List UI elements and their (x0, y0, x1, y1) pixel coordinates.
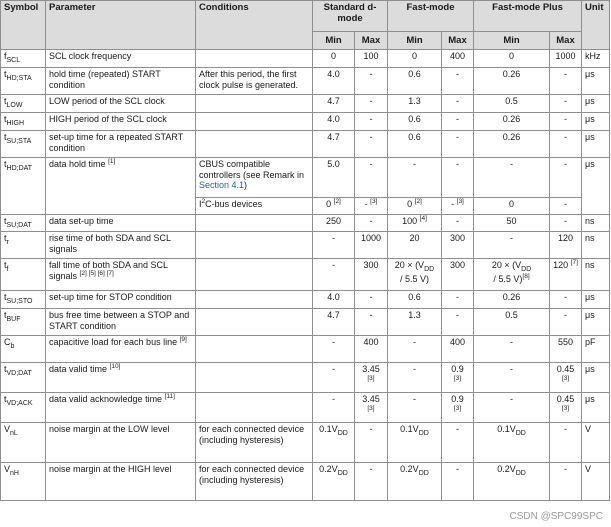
footnote-ref: [10] (109, 363, 121, 371)
parameter-cell: data set-up time (46, 215, 196, 232)
value-cell: - (550, 113, 582, 131)
value-cell: 0 (388, 50, 442, 68)
header-min: Min (474, 32, 550, 50)
symbol-cell: $t_r$ (1, 232, 46, 259)
header-fast-mode-plus: Fast-mode Plus (474, 1, 582, 32)
value-cell: - (442, 113, 474, 131)
symbol-cell: $t_{HD;STA}$ (1, 68, 46, 95)
conditions-cell (196, 215, 313, 232)
table-row (1, 50, 610, 68)
table-row (1, 95, 610, 113)
table-row (1, 158, 610, 198)
conditions-cell: for each connected device (including hysteresis) (196, 423, 313, 463)
symbol-cell: $t_{LOW}$ (1, 95, 46, 113)
value-cell: - (474, 158, 550, 198)
value-cell: - (313, 232, 355, 259)
symbol-cell: $V_{nL}$ (1, 423, 46, 463)
symbol-cell: $t_{VD;DAT}$ (1, 363, 46, 393)
value-cell: 4.7 (313, 131, 355, 158)
value-cell: - (550, 309, 582, 336)
value-cell: - (388, 393, 442, 423)
header-unit: Unit (582, 1, 610, 50)
value-cell: - (474, 232, 550, 259)
value-cell: 0 [2] (388, 198, 442, 215)
table-row (1, 309, 610, 336)
value-cell: - (442, 423, 474, 463)
unit-cell: pF (582, 336, 610, 363)
table-body (1, 50, 610, 501)
value-cell: 0.6 (388, 68, 442, 95)
symbol-cell: $C_b$ (1, 336, 46, 363)
value-cell: 3.45 [3] (355, 363, 388, 393)
value-cell: - (355, 68, 388, 95)
value-cell: - (474, 336, 550, 363)
value-cell: $20 \times (V_{DD}$ / 5.5 V)[8] (474, 259, 550, 291)
conditions-cell (196, 393, 313, 423)
value-cell: - (388, 158, 442, 198)
unit-cell: μs (582, 158, 610, 215)
value-cell: - (313, 336, 355, 363)
value-cell: 550 (550, 336, 582, 363)
value-cell: $0.1V_{DD}$ (474, 423, 550, 463)
value-cell: - (355, 423, 388, 463)
value-cell: 0.5 (474, 309, 550, 336)
value-cell: 300 (442, 232, 474, 259)
parameter-cell: data valid time [10] (46, 363, 196, 393)
header-max: Max (550, 32, 582, 50)
value-cell: - (442, 309, 474, 336)
table-row (1, 423, 610, 463)
header-symbol: Symbol (1, 1, 46, 50)
value-cell: $0.1V_{DD}$ (313, 423, 355, 463)
value-cell: - (550, 95, 582, 113)
value-cell: 0 (474, 198, 550, 215)
value-cell: - (355, 131, 388, 158)
value-cell: - (355, 95, 388, 113)
conditions-cell (196, 131, 313, 158)
value-cell: - (550, 291, 582, 309)
value-cell: - [3] (442, 198, 474, 215)
value-cell: - (313, 363, 355, 393)
conditions-cell: CBUS compatible controllers (see Remark in Section 4.1) (196, 158, 313, 198)
value-cell: 1.3 (388, 309, 442, 336)
parameter-cell: HIGH period of the SCL clock (46, 113, 196, 131)
conditions-cell (196, 232, 313, 259)
symbol-cell: $f_{SCL}$ (1, 50, 46, 68)
value-cell: 400 (355, 336, 388, 363)
unit-cell: V (582, 423, 610, 463)
value-cell: - (355, 291, 388, 309)
symbol-cell: $t_{SU;STA}$ (1, 131, 46, 158)
value-cell: 0.26 (474, 113, 550, 131)
footnote-ref: [9] (179, 336, 187, 344)
unit-cell: μs (582, 68, 610, 95)
unit-cell: μs (582, 131, 610, 158)
footnote-ref: [1] (108, 158, 116, 165)
value-cell: $0.2V_{DD}$ (388, 463, 442, 501)
value-cell: - (442, 95, 474, 113)
value-cell: - (550, 68, 582, 95)
value-cell: 1000 (355, 232, 388, 259)
value-cell: - (442, 215, 474, 232)
value-cell: - (355, 215, 388, 232)
value-cell: - (550, 158, 582, 198)
value-cell: - (355, 158, 388, 198)
value-cell: 0.5 (474, 95, 550, 113)
symbol-cell: $t_{HIGH}$ (1, 113, 46, 131)
unit-cell: μs (582, 363, 610, 393)
value-cell: 300 (355, 259, 388, 291)
conditions-cell (196, 113, 313, 131)
table-row (1, 232, 610, 259)
value-cell: $20 \times (V_{DD}$ / 5.5 V) (388, 259, 442, 291)
header-parameter: Parameter (46, 1, 196, 50)
value-cell: 0.45 [3] (550, 393, 582, 423)
table-row (1, 215, 610, 232)
unit-cell: μs (582, 393, 610, 423)
value-cell: - (550, 423, 582, 463)
value-cell: 4.7 (313, 309, 355, 336)
parameter-cell: LOW period of the SCL clock (46, 95, 196, 113)
value-cell: 250 (313, 215, 355, 232)
value-cell: 120 [7] (550, 259, 582, 291)
table-row (1, 259, 610, 291)
table-row (1, 131, 610, 158)
value-cell: - (550, 463, 582, 501)
value-cell: - (442, 68, 474, 95)
unit-cell: μs (582, 113, 610, 131)
value-cell: - (442, 131, 474, 158)
value-cell: - (313, 259, 355, 291)
footnote-ref: [2] [5] [6] [7] (79, 269, 114, 277)
value-cell: 0.9 [3] (442, 363, 474, 393)
conditions-cell: After this period, the first clock pulse is generated. (196, 68, 313, 95)
symbol-cell: $t_f$ (1, 259, 46, 291)
parameter-cell: hold time (repeated) START condition (46, 68, 196, 95)
value-cell: 0 [2] (313, 198, 355, 215)
value-cell: 0.6 (388, 131, 442, 158)
value-cell: - (355, 309, 388, 336)
conditions-cell (196, 50, 313, 68)
conditions-cell: for each connected device (including hysteresis) (196, 463, 313, 501)
conditions-cell (196, 363, 313, 393)
value-cell: - (550, 215, 582, 232)
value-cell: 0.6 (388, 291, 442, 309)
header-min: Min (313, 32, 355, 50)
parameter-cell: noise margin at the HIGH level (46, 463, 196, 501)
parameter-cell: fall time of both SDA and SCL signals [2] [5] [6] [7] (46, 259, 196, 291)
value-cell: - [3] (355, 198, 388, 215)
conditions-cell (196, 95, 313, 113)
table-header (1, 1, 610, 50)
value-cell: - (442, 463, 474, 501)
header-fast-mode: Fast-mode (388, 1, 474, 32)
value-cell: - (388, 336, 442, 363)
value-cell: 0 (474, 50, 550, 68)
value-cell: - (550, 198, 582, 215)
conditions-cell (196, 336, 313, 363)
value-cell: - (474, 363, 550, 393)
symbol-cell: $t_{VD;ACK}$ (1, 393, 46, 423)
value-cell: 4.7 (313, 95, 355, 113)
parameter-cell: data hold time [1] (46, 158, 196, 215)
value-cell: - (355, 463, 388, 501)
symbol-cell: $V_{nH}$ (1, 463, 46, 501)
header-max: Max (442, 32, 474, 50)
header-standard-mode: Standard d-mode (313, 1, 388, 32)
footnote-ref: [11] (164, 393, 175, 401)
parameter-cell: rise time of both SDA and SCL signals (46, 232, 196, 259)
value-cell: 120 (550, 232, 582, 259)
value-cell: 100 [4] (388, 215, 442, 232)
value-cell: 20 (388, 232, 442, 259)
value-cell: 4.0 (313, 68, 355, 95)
value-cell: - (442, 158, 474, 198)
value-cell: 50 (474, 215, 550, 232)
value-cell: - (355, 113, 388, 131)
parameter-cell: bus free time between a STOP and START condition (46, 309, 196, 336)
header-max: Max (355, 32, 388, 50)
value-cell: - (388, 363, 442, 393)
unit-cell: μs (582, 309, 610, 336)
symbol-cell: $t_{HD;DAT}$ (1, 158, 46, 215)
value-cell: 3.45 [3] (355, 393, 388, 423)
header-min: Min (388, 32, 442, 50)
value-cell: 5.0 (313, 158, 355, 198)
value-cell: $0.2V_{DD}$ (313, 463, 355, 501)
value-cell: 4.0 (313, 113, 355, 131)
table-row (1, 463, 610, 501)
section-link[interactable]: Section 4.1 (199, 180, 245, 191)
value-cell: $0.2V_{DD}$ (474, 463, 550, 501)
unit-cell: kHz (582, 50, 610, 68)
conditions-cell: I$^2$C-bus devices (196, 198, 313, 215)
conditions-cell (196, 259, 313, 291)
unit-cell: ns (582, 215, 610, 232)
table-row (1, 113, 610, 131)
table-row (1, 393, 610, 423)
symbol-cell: $t_{BUF}$ (1, 309, 46, 336)
value-cell: - (550, 131, 582, 158)
table-row (1, 291, 610, 309)
value-cell: 0.6 (388, 113, 442, 131)
conditions-cell (196, 291, 313, 309)
value-cell: 300 (442, 259, 474, 291)
value-cell: 400 (442, 50, 474, 68)
value-cell: 0.9 [3] (442, 393, 474, 423)
value-cell: 0.45 [3] (550, 363, 582, 393)
watermark: CSDN @SPC99SPC (509, 511, 603, 522)
value-cell: 4.0 (313, 291, 355, 309)
unit-cell: ns (582, 259, 610, 291)
value-cell: 100 (355, 50, 388, 68)
value-cell: $0.1V_{DD}$ (388, 423, 442, 463)
parameter-cell: set-up time for a repeated START condition (46, 131, 196, 158)
table-row (1, 363, 610, 393)
value-cell: - (474, 393, 550, 423)
parameter-cell: data valid acknowledge time [11] (46, 393, 196, 423)
unit-cell: V (582, 463, 610, 501)
value-cell: 0 (313, 50, 355, 68)
conditions-cell (196, 309, 313, 336)
header-conditions: Conditions (196, 1, 313, 50)
table-row (1, 68, 610, 95)
symbol-cell: $t_{SU;STO}$ (1, 291, 46, 309)
value-cell: - (442, 291, 474, 309)
value-cell: 1000 (550, 50, 582, 68)
parameter-cell: set-up time for STOP condition (46, 291, 196, 309)
parameter-cell: capacitive load for each bus line [9] (46, 336, 196, 363)
value-cell: 0.26 (474, 68, 550, 95)
value-cell: 1.3 (388, 95, 442, 113)
parameter-cell: SCL clock frequency (46, 50, 196, 68)
parameter-cell: noise margin at the LOW level (46, 423, 196, 463)
value-cell: 400 (442, 336, 474, 363)
unit-cell: μs (582, 291, 610, 309)
unit-cell: ns (582, 232, 610, 259)
unit-cell: μs (582, 95, 610, 113)
value-cell: 0.26 (474, 291, 550, 309)
value-cell: 0.26 (474, 131, 550, 158)
table-row (1, 336, 610, 363)
value-cell: - (313, 393, 355, 423)
symbol-cell: $t_{SU;DAT}$ (1, 215, 46, 232)
